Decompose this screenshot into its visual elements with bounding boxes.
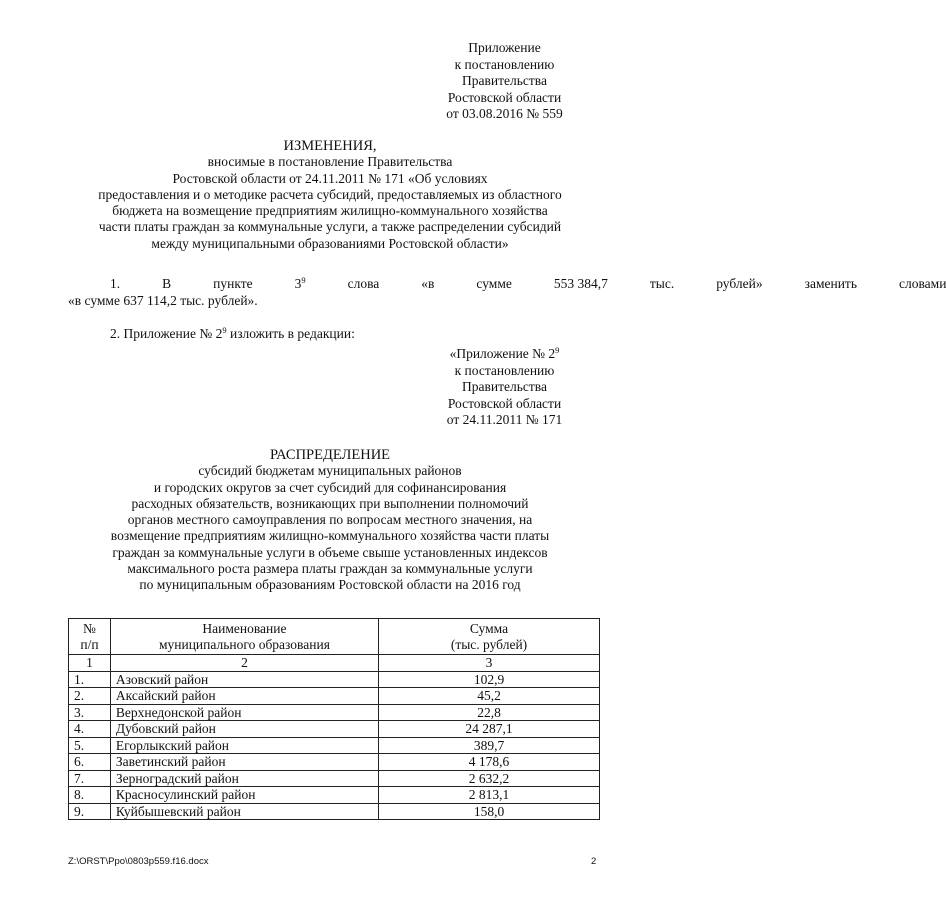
table-row (69, 737, 600, 754)
row-sum: 2 632,2 (379, 770, 600, 787)
clause-ref (253, 275, 306, 292)
distribution-table (68, 618, 600, 820)
changes-line: части платы граждан за коммунальные услуги, а также распределении субсидий (98, 219, 562, 235)
header-sum-line: (тыс. рублей) (450, 636, 528, 652)
header-number (69, 619, 111, 655)
distribution-line: максимального роста размера платы граждан за коммунальные услуги (127, 561, 533, 577)
appendix-header (417, 40, 592, 123)
row-sum: 22,8 (379, 704, 600, 721)
appendix-quote-line: Правительства (462, 379, 547, 394)
word: пункте (213, 276, 253, 291)
row-name: Дубовский район (110, 721, 378, 738)
word: рублей» (716, 276, 763, 291)
paragraph-2 (110, 325, 355, 342)
header-name-line: Наименование (202, 621, 287, 636)
word: 553 384,7 (553, 276, 608, 291)
paragraph-1 (68, 275, 946, 309)
paragraph-1-line-1 (68, 275, 946, 292)
header-sum-line: Сумма (469, 621, 509, 636)
paragraph-1-line-2: «в сумме 637 114,2 тыс. рублей». (68, 293, 258, 308)
footer-page-number: 2 (591, 856, 597, 867)
paragraph-2-text-end: изложить в редакции: (226, 326, 355, 341)
clause-ref-base: 3 (294, 276, 302, 291)
paragraph-2-text: 2. Приложение № 2 (110, 326, 223, 341)
appendix-line: Ростовской области (447, 89, 562, 105)
column-number: 3 (379, 655, 600, 672)
distribution-line: граждан за коммунальные услуги в объеме свыше установленных индексов (112, 544, 548, 560)
appendix-quote (417, 346, 592, 429)
word: «в (421, 276, 435, 291)
changes-line: между муниципальными образованиями Ростовской области» (151, 235, 509, 251)
row-name: Егорлыкский район (110, 737, 378, 754)
row-number: 6. (69, 754, 111, 771)
row-sum: 4 178,6 (379, 754, 600, 771)
changes-line: вносимые в постановление Правительства (207, 154, 453, 170)
row-number: 7. (69, 770, 111, 787)
header-number-line: п/п (80, 636, 99, 652)
appendix-quote-line: к постановлению (454, 362, 555, 378)
row-sum: 158,0 (379, 803, 600, 820)
row-name: Зерноградский район (110, 770, 378, 787)
appendix-quote-base: «Приложение № 2 (449, 346, 556, 361)
clause-ref-sup: 9 (301, 275, 306, 285)
changes-line: Ростовской области от 24.11.2011 № 171 «Об условиях (172, 170, 488, 186)
table-row (69, 688, 600, 705)
row-number: 5. (69, 737, 111, 754)
appendix-line: Приложение (468, 40, 541, 55)
appendix-quote-line: от 24.11.2011 № 171 (446, 412, 563, 427)
changes-line: бюджета на возмещение предприятиям жилищно-коммунального хозяйства (112, 203, 548, 219)
table-row (69, 787, 600, 804)
word: тыс. (649, 276, 675, 291)
row-sum: 389,7 (379, 737, 600, 754)
column-number: 1 (69, 655, 111, 672)
table-row (69, 770, 600, 787)
appendix-quote-sup: 9 (555, 345, 560, 355)
word: словами (899, 276, 946, 291)
changes-line: предоставления и о методике расчета субсидий, предоставляемых из областного (98, 186, 562, 202)
distribution-title: РАСПРЕДЕЛЕНИЕ (269, 447, 391, 463)
distribution-line: по муниципальным образованиям Ростовской области на 2016 год (139, 577, 521, 593)
table-row (69, 754, 600, 771)
word: заменить (804, 276, 857, 291)
row-sum: 2 813,1 (379, 787, 600, 804)
row-number: 3. (69, 704, 111, 721)
column-number: 2 (110, 655, 378, 672)
row-name: Азовский район (110, 671, 378, 688)
appendix-line: к постановлению (454, 56, 555, 72)
paragraph-2-sup: 9 (222, 325, 227, 335)
distribution-line: и городских округов за счет субсидий для софинансирования (153, 479, 507, 495)
header-name-line: муниципального образования (158, 636, 330, 652)
row-name: Верхнедонской район (110, 704, 378, 721)
row-name: Аксайский район (110, 688, 378, 705)
table-row (69, 671, 600, 688)
appendix-quote-first-line (417, 346, 592, 363)
table-row (69, 704, 600, 721)
row-number: 9. (69, 803, 111, 820)
row-number: 4. (69, 721, 111, 738)
row-number: 1. (69, 671, 111, 688)
row-name: Заветинский район (110, 754, 378, 771)
header-name (110, 619, 378, 655)
table-row (69, 721, 600, 738)
row-sum: 45,2 (379, 688, 600, 705)
table-row (69, 803, 600, 820)
header-number-line: № (83, 621, 96, 636)
column-number-row (69, 655, 600, 672)
appendix-quote-line: Ростовской области (447, 395, 562, 411)
row-number: 2. (69, 688, 111, 705)
distribution-heading (40, 447, 620, 594)
distribution-line: возмещение предприятиям жилищно-коммунального хозяйства части платы (110, 528, 550, 544)
row-sum: 102,9 (379, 671, 600, 688)
distribution-line: субсидий бюджетам муниципальных районов (198, 463, 462, 479)
row-name: Красносулинский район (110, 787, 378, 804)
distribution-line: органов местного самоуправления по вопросам местного значения, на (127, 512, 533, 528)
word: 1. (110, 276, 121, 291)
word: слова (347, 276, 380, 291)
table-header-row (69, 619, 600, 655)
row-number: 8. (69, 787, 111, 804)
footer-file-path: Z:\ORST\Ppo\0803p559.f16.docx (68, 856, 209, 867)
changes-heading (40, 138, 620, 252)
row-sum: 24 287,1 (379, 721, 600, 738)
word: В (162, 276, 172, 291)
distribution-line: расходных обязательств, возникающих при выполнении полномочий (131, 495, 529, 511)
header-sum (379, 619, 600, 655)
changes-title: ИЗМЕНЕНИЯ, (283, 138, 377, 154)
word: сумме (476, 276, 512, 291)
row-name: Куйбышевский район (110, 803, 378, 820)
appendix-line: от 03.08.2016 № 559 (446, 106, 563, 121)
appendix-line: Правительства (462, 73, 547, 88)
